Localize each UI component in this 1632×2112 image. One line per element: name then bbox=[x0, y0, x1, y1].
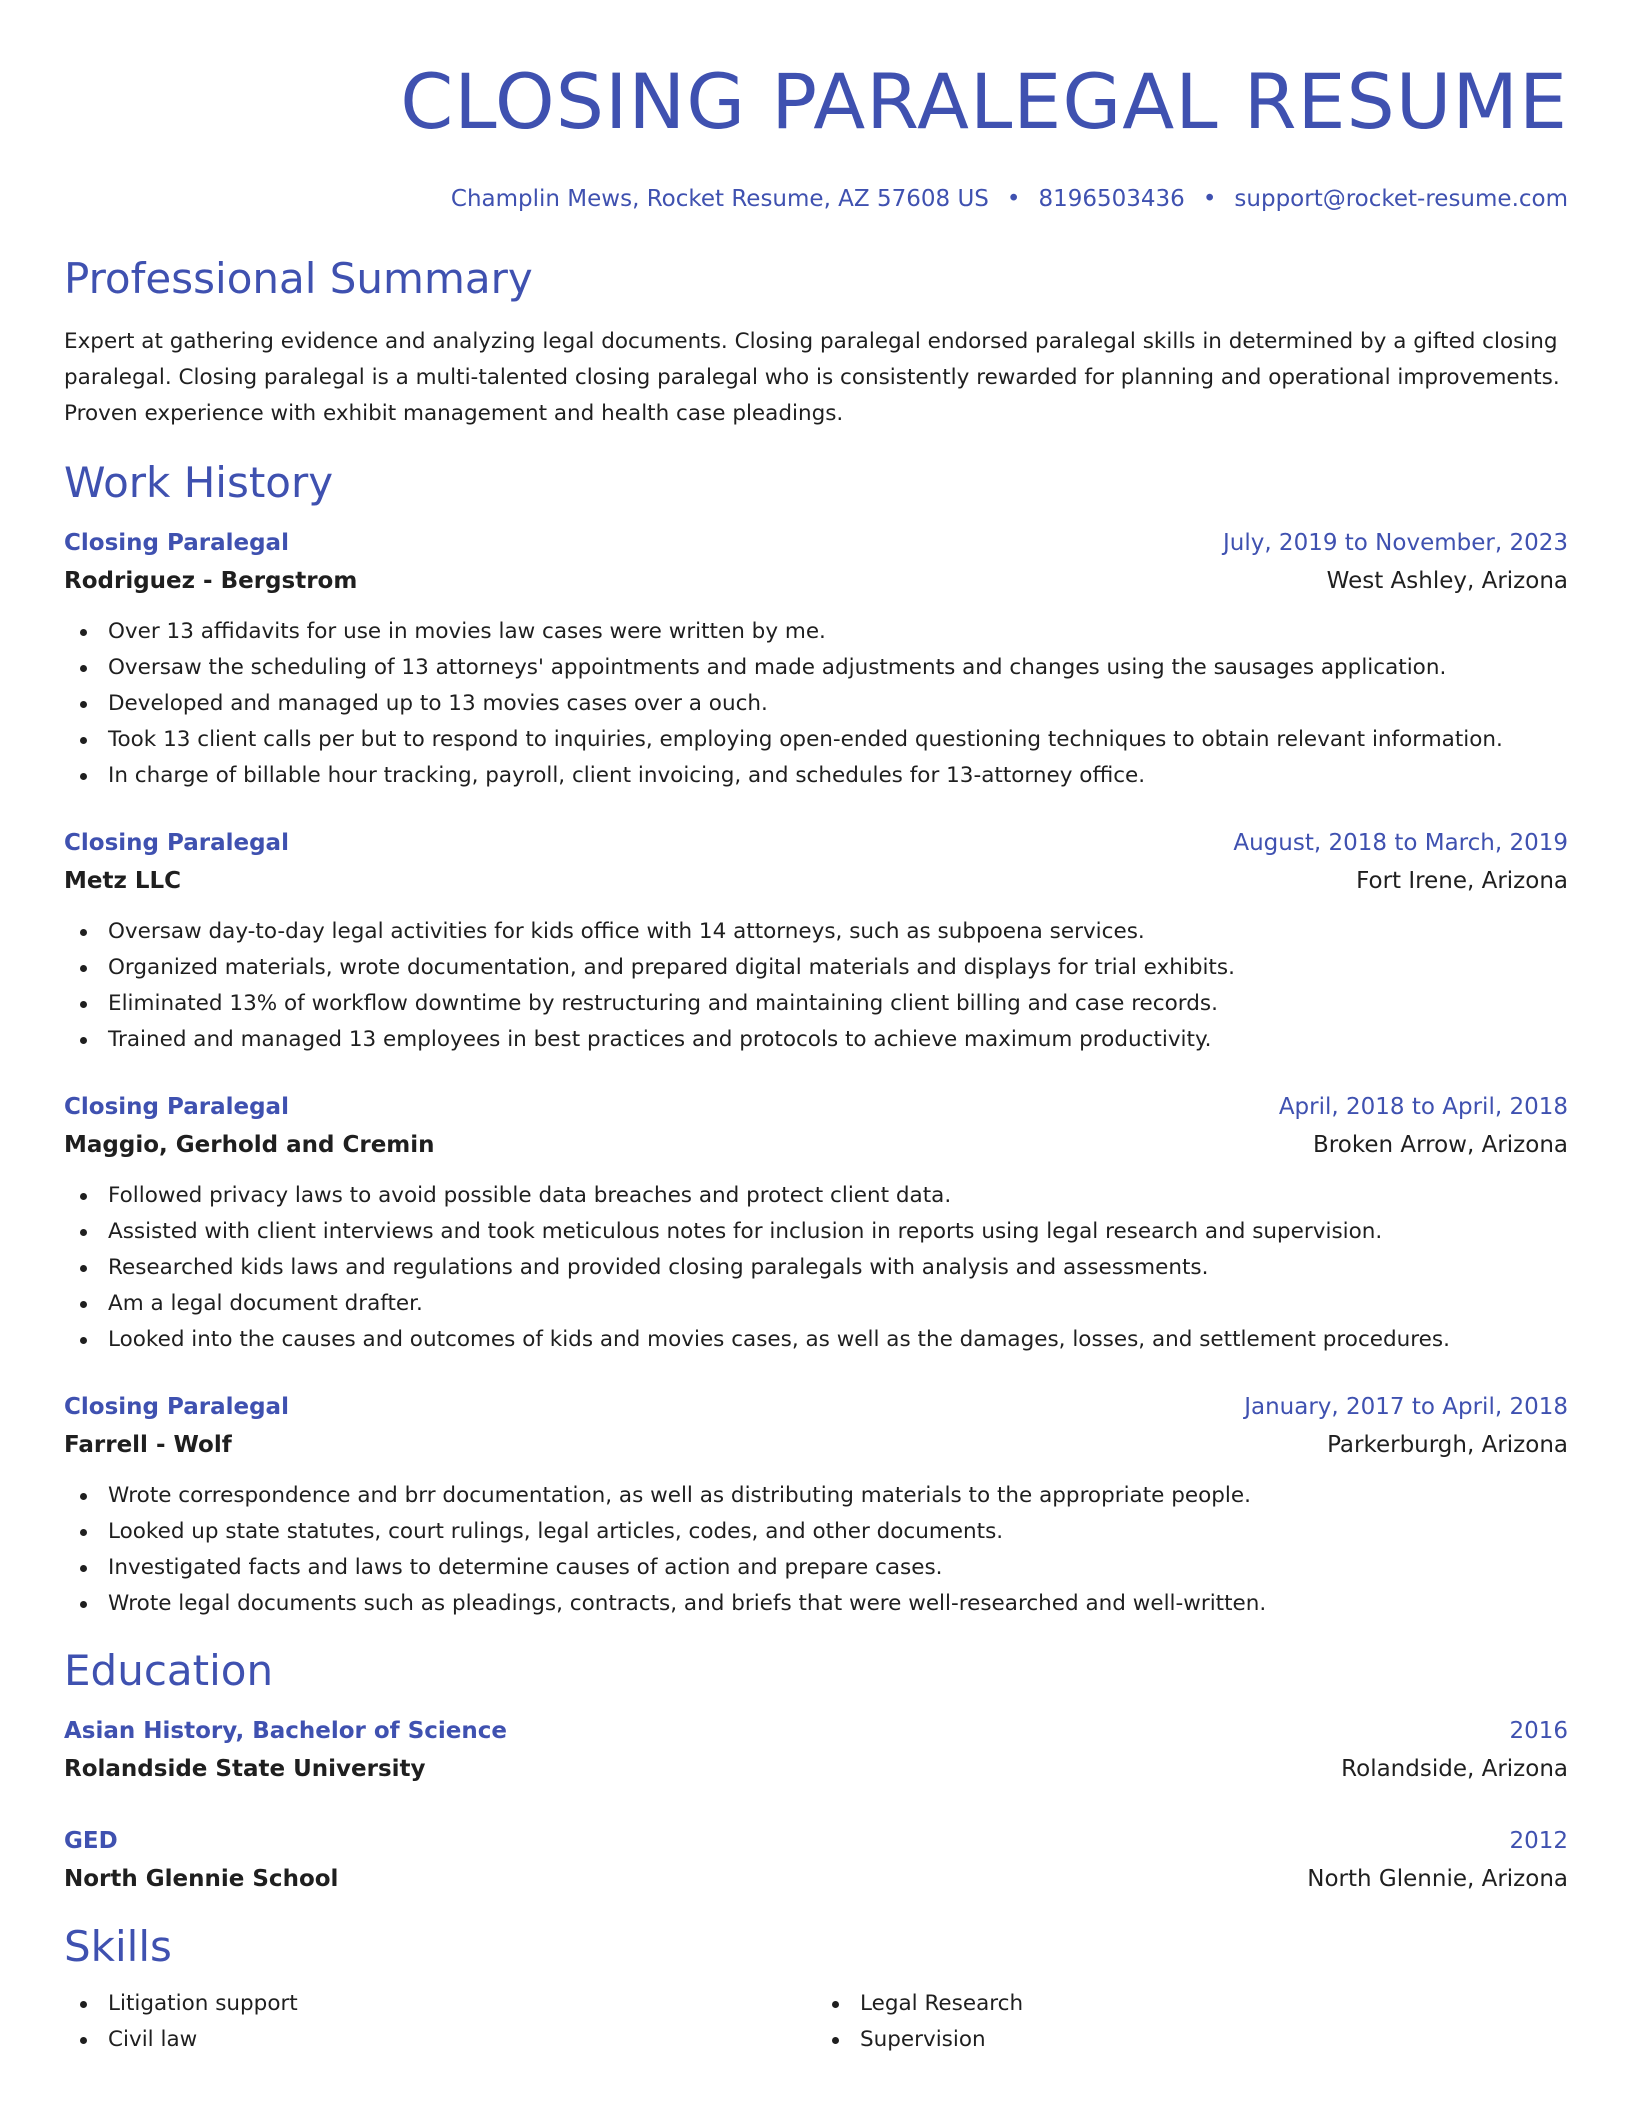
job-bullet: Over 13 affidavits for use in movies law cases were written by me. bbox=[64, 614, 1568, 650]
job-company: Metz LLC bbox=[64, 868, 182, 894]
job-role: Closing Paralegal bbox=[64, 530, 289, 556]
job-bullet: Took 13 client calls per but to respond to inquiries, employing open-ended questioning techniques to obtain relevant information. bbox=[64, 722, 1568, 758]
job-bullet: Assisted with client interviews and took meticulous notes for inclusion in reports using legal research and supervision. bbox=[64, 1214, 1568, 1250]
education-degree: Asian History, Bachelor of Science bbox=[64, 1718, 507, 1744]
job-entry bbox=[64, 824, 1568, 1058]
job-bullet: Researched kids laws and regulations and provided closing paralegals with analysis and assessments. bbox=[64, 1250, 1568, 1286]
skills-list bbox=[64, 1986, 1568, 2058]
job-entry bbox=[64, 524, 1568, 794]
job-entry bbox=[64, 1088, 1568, 1358]
education-school: North Glennie School bbox=[64, 1866, 339, 1892]
job-location: Fort Irene, Arizona bbox=[1356, 868, 1568, 894]
job-company: Rodriguez - Bergstrom bbox=[64, 568, 358, 594]
job-bullet: Wrote correspondence and brr documentation, as well as distributing materials to the appropriate people. bbox=[64, 1478, 1568, 1514]
job-bullet: Investigated facts and laws to determine causes of action and prepare cases. bbox=[64, 1550, 1568, 1586]
job-bullet: Looked into the causes and outcomes of kids and movies cases, as well as the damages, losses, and settlement procedures. bbox=[64, 1322, 1568, 1358]
contact-separator: • bbox=[1202, 186, 1217, 212]
skill-item: Supervision bbox=[816, 2022, 1568, 2058]
contact-email[interactable]: support@rocket-resume.com bbox=[1234, 186, 1568, 212]
job-bullet: In charge of billable hour tracking, payroll, client invoicing, and schedules for 13-attorney office. bbox=[64, 758, 1568, 794]
job-bullet: Am a legal document drafter. bbox=[64, 1286, 1568, 1322]
skill-item: Legal Research bbox=[816, 1986, 1568, 2022]
job-dates: April, 2018 to April, 2018 bbox=[1278, 1094, 1568, 1120]
job-bullet: Looked up state statutes, court rulings, legal articles, codes, and other documents. bbox=[64, 1514, 1568, 1550]
skills-column-left bbox=[64, 1986, 816, 2058]
education-location: Rolandside, Arizona bbox=[1341, 1756, 1568, 1782]
job-bullet: Oversaw the scheduling of 13 attorneys' appointments and made adjustments and changes using the sausages application. bbox=[64, 650, 1568, 686]
job-bullets bbox=[64, 614, 1568, 794]
job-location: West Ashley, Arizona bbox=[1326, 568, 1568, 594]
work-history-heading: Work History bbox=[64, 458, 334, 507]
job-bullet: Organized materials, wrote documentation, and prepared digital materials and displays for trial exhibits. bbox=[64, 950, 1568, 986]
skills-heading: Skills bbox=[64, 1922, 172, 1971]
job-dates: July, 2019 to November, 2023 bbox=[1222, 530, 1568, 556]
contact-phone: 8196503436 bbox=[1038, 186, 1185, 212]
job-bullets bbox=[64, 1178, 1568, 1358]
job-dates: August, 2018 to March, 2019 bbox=[1233, 830, 1568, 856]
job-dates: January, 2017 to April, 2018 bbox=[1244, 1394, 1568, 1420]
job-bullet: Followed privacy laws to avoid possible data breaches and protect client data. bbox=[64, 1178, 1568, 1214]
job-location: Broken Arrow, Arizona bbox=[1313, 1132, 1568, 1158]
summary-text: Expert at gathering evidence and analyzing legal documents. Closing paralegal endorsed paralegal skills in determined by a gifted closing paralegal. Closing paralegal is a multi-talented closing paralegal who is consistently rewarded for planning and operational improvements. Proven experience with exhibit management and health case pleadings. bbox=[64, 329, 1560, 426]
skill-item: Litigation support bbox=[64, 1986, 816, 2022]
education-heading: Education bbox=[64, 1646, 274, 1695]
skill-item: Civil law bbox=[64, 2022, 816, 2058]
job-bullet: Trained and managed 13 employees in best practices and protocols to achieve maximum productivity. bbox=[64, 1022, 1568, 1058]
summary-heading: Professional Summary bbox=[64, 254, 533, 303]
job-company: Maggio, Gerhold and Cremin bbox=[64, 1132, 435, 1158]
education-entry bbox=[64, 1712, 1568, 1788]
job-role: Closing Paralegal bbox=[64, 1094, 289, 1120]
job-bullet: Wrote legal documents such as pleadings, contracts, and briefs that were well-researched and well-written. bbox=[64, 1586, 1568, 1622]
job-bullets bbox=[64, 914, 1568, 1058]
job-bullet: Developed and managed up to 13 movies cases over a ouch. bbox=[64, 686, 1568, 722]
education-year: 2016 bbox=[1509, 1718, 1568, 1744]
job-entry bbox=[64, 1388, 1568, 1622]
education-location: North Glennie, Arizona bbox=[1307, 1866, 1568, 1892]
contact-address: Champlin Mews, Rocket Resume, AZ 57608 US bbox=[450, 186, 989, 212]
education-year: 2012 bbox=[1509, 1828, 1568, 1854]
education-degree: GED bbox=[64, 1828, 118, 1854]
job-bullet: Oversaw day-to-day legal activities for kids office with 14 attorneys, such as subpoena services. bbox=[64, 914, 1568, 950]
contact-line bbox=[64, 184, 1568, 214]
education-school: Rolandside State University bbox=[64, 1756, 426, 1782]
resume-title: CLOSING PARALEGAL RESUME bbox=[400, 57, 1568, 146]
education-entry bbox=[64, 1822, 1568, 1898]
job-location: Parkerburgh, Arizona bbox=[1327, 1432, 1568, 1458]
job-company: Farrell - Wolf bbox=[64, 1432, 232, 1458]
contact-separator: • bbox=[1006, 186, 1021, 212]
job-bullets bbox=[64, 1478, 1568, 1622]
job-role: Closing Paralegal bbox=[64, 1394, 289, 1420]
job-bullet: Eliminated 13% of workflow downtime by restructuring and maintaining client billing and case records. bbox=[64, 986, 1568, 1022]
skills-column-right bbox=[816, 1986, 1568, 2058]
job-role: Closing Paralegal bbox=[64, 830, 289, 856]
